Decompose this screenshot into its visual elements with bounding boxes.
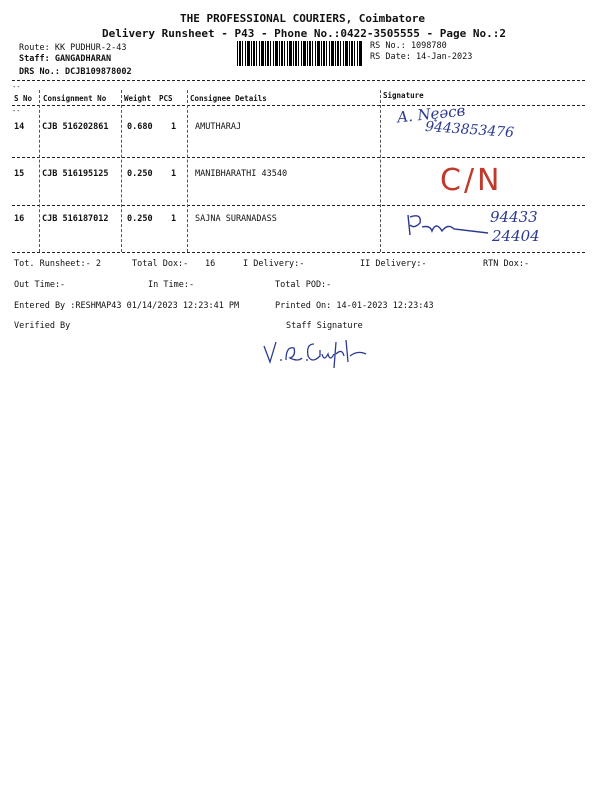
table-row-pcs: 1 bbox=[171, 122, 177, 132]
table-row-pcs: 1 bbox=[171, 214, 177, 224]
rtn-dox: RTN Dox:- bbox=[483, 259, 530, 269]
rule-header bbox=[12, 105, 585, 106]
col-sno: S No bbox=[14, 94, 33, 103]
in-time: In Time:- bbox=[148, 280, 195, 290]
signature-row15-mark: C/N bbox=[440, 163, 503, 198]
staff-signature-label: Staff Signature bbox=[286, 321, 363, 331]
table-row-pcs: 1 bbox=[171, 169, 177, 179]
rule-row15 bbox=[12, 205, 585, 206]
col-consignment: Consignment No bbox=[43, 94, 107, 103]
table-row-consignment: CJB 516202861 bbox=[42, 122, 109, 132]
table-row-consignment: CJB 516195125 bbox=[42, 169, 109, 179]
table-row-sno: 16 bbox=[14, 214, 25, 224]
tot-runsheet: Tot. Runsheet:- 2 bbox=[14, 259, 101, 269]
ii-delivery: II Delivery:- bbox=[360, 259, 427, 269]
drs-number: DRS No.: DCJB109878002 bbox=[19, 67, 132, 77]
col-weight: Weight bbox=[124, 94, 152, 103]
total-dox-value: 16 bbox=[205, 259, 216, 269]
col-consignee: Consignee Details bbox=[190, 94, 267, 103]
signature-row14-phone: 9443853476 bbox=[424, 118, 515, 142]
col-signature: Signature bbox=[383, 91, 424, 100]
rule-row14 bbox=[12, 157, 585, 158]
doc-subtitle: Delivery Runsheet - P43 - Phone No.:0422-3505555 - Page No.:2 bbox=[102, 27, 506, 40]
table-row-consignment: CJB 516187012 bbox=[42, 214, 109, 224]
table-row-sno: 15 bbox=[14, 169, 25, 179]
signature-row14-name: A. Nęəсв bbox=[396, 101, 467, 127]
rule-row16 bbox=[12, 252, 585, 253]
rule-top bbox=[12, 80, 585, 81]
signature-row16-num1: 94433 bbox=[490, 208, 538, 226]
total-pod: Total POD:- bbox=[275, 280, 332, 290]
barcode bbox=[237, 41, 362, 66]
table-row-sno: 14 bbox=[14, 122, 25, 132]
table-row-consignee: SAJNA SURANADASS bbox=[195, 214, 277, 224]
printed-on: Printed On: 14-01-2023 12:23:43 bbox=[275, 301, 434, 311]
out-time: Out Time:- bbox=[14, 280, 66, 290]
col-pcs: PCS bbox=[159, 94, 173, 103]
verified-by: Verified By bbox=[14, 321, 71, 331]
table-row-weight: 0.680 bbox=[127, 122, 153, 132]
entered-by: Entered By :RESHMAP43 01/14/2023 12:23:41 PM bbox=[14, 301, 240, 311]
doc-title: THE PROFESSIONAL COURIERS, Coimbatore bbox=[180, 12, 426, 25]
route-label: Route: KK PUDHUR-2-43 bbox=[19, 43, 127, 53]
rs-date: RS Date: 14-Jan-2023 bbox=[370, 52, 473, 62]
table-row-weight: 0.250 bbox=[127, 214, 153, 224]
i-delivery: I Delivery:- bbox=[243, 259, 305, 269]
signature-row16-scribble bbox=[400, 205, 495, 245]
table-row-consignee: MANIBHARATHI 43540 bbox=[195, 169, 288, 179]
rs-number: RS No.: 1098780 bbox=[370, 41, 447, 51]
table-row-weight: 0.250 bbox=[127, 169, 153, 179]
total-dox-label: Total Dox:- bbox=[132, 259, 189, 269]
signature-row16-num2: 24404 bbox=[492, 227, 540, 245]
staff-signature-scribble bbox=[262, 334, 372, 370]
staff-label: Staff: GANGADHARAN bbox=[19, 54, 112, 64]
table-row-consignee: AMUTHARAJ bbox=[195, 122, 242, 132]
